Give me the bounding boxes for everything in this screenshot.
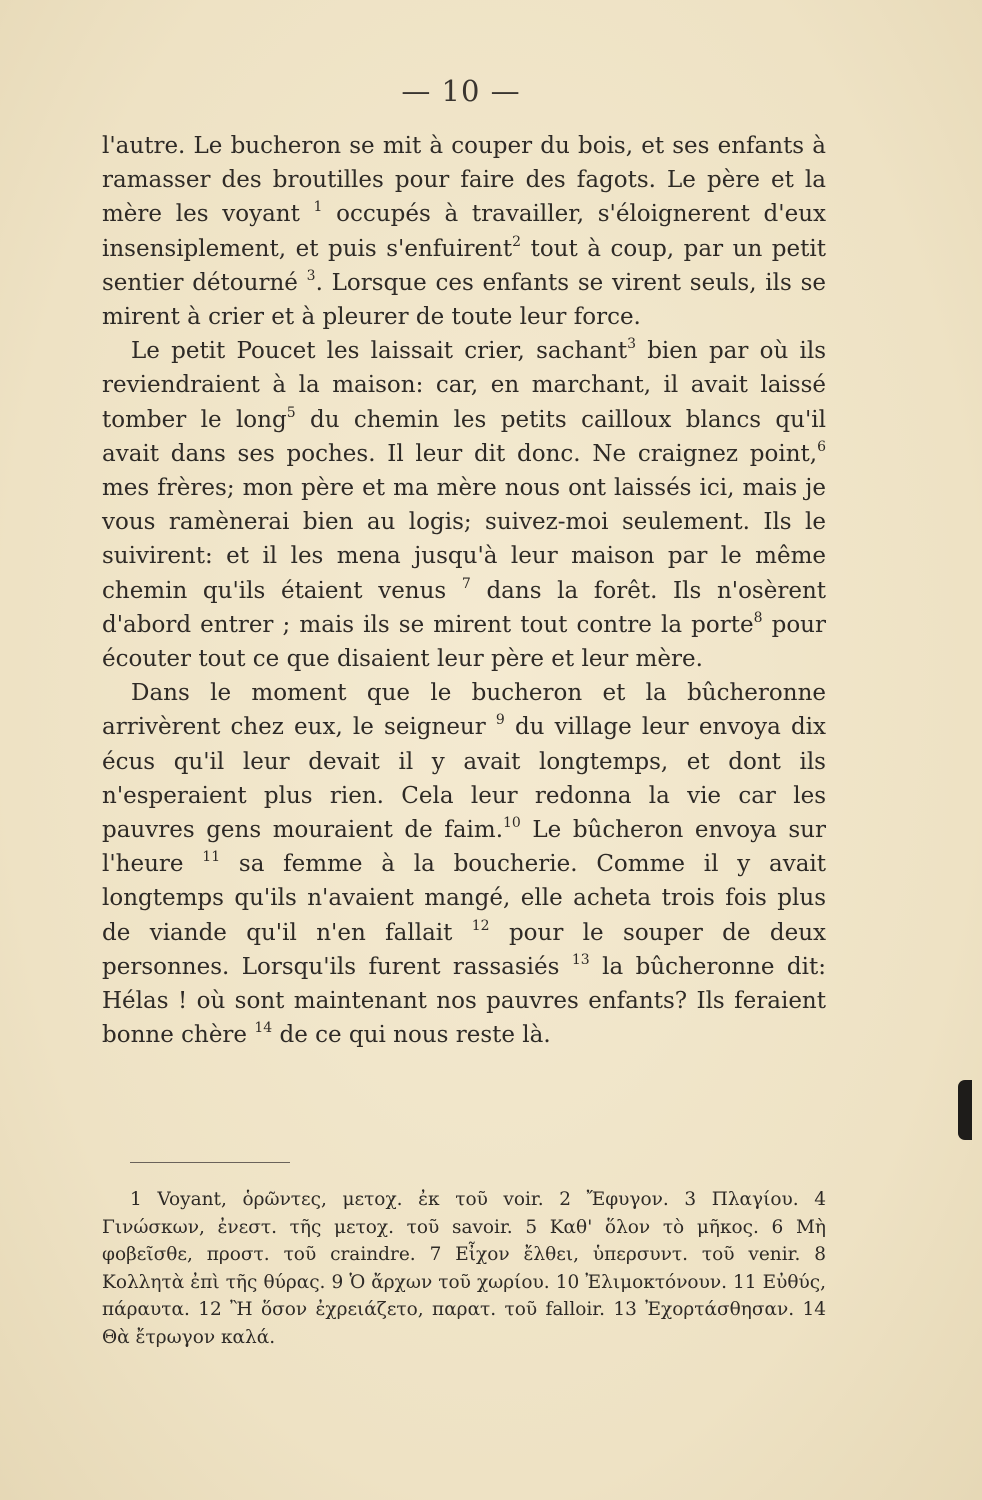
- paragraph-text: sa femme à la boucherie. Comme il y avait longtemps qu'ils n'avaient mangé, elle acheta trois fois plus de viande qu'il n'en fallait: [102, 851, 826, 946]
- paragraph-text: bien par où ils reviendraient à la maison: car, en marchant, il avait laissé tomber le long: [102, 338, 826, 433]
- footnotes: [102, 1186, 826, 1351]
- paragraph-text: tout à coup, par un petit sentier détourné: [102, 235, 826, 296]
- footnote-marker: 11: [202, 849, 221, 866]
- footnote-marker: 1: [313, 199, 323, 216]
- paragraph-text: pour écouter tout ce que disaient leur père et leur mère.: [102, 611, 826, 673]
- footnote-marker: 7: [461, 575, 471, 592]
- paragraph-text: Le petit Poucet les laissait crier, sachant: [131, 338, 628, 365]
- paragraph-text: l'autre. Le bucheron se mit à couper du bois, et ses enfants à ramasser des broutilles pour faire des fagots. Le père et la mère les voyant: [102, 133, 826, 228]
- paragraph-text: du village leur envoya dix écus qu'il leur devait il y avait longtemps, et dont ils n'esperaient plus rien. Cela leur redonna la vie car les pauvres gens mouraient de faim.: [102, 714, 826, 844]
- paragraph-text: mes frères; mon père et ma mère nous ont laissés ici, mais je vous ramènerai bien au logis; suivez-moi seulement. Ils le suivirent: et il les mena jusqu'à leur maison par le même chemin qu'ils étaient venus: [102, 475, 826, 604]
- footnote-divider: [130, 1162, 290, 1163]
- paragraph-text: la bûcheronne dit: Hélas ! où sont maintenant nos pauvres enfants? Ils feraient bonne chère: [102, 953, 826, 1049]
- paragraph: [102, 129, 826, 334]
- paragraph-text: Le bûcheron envoya sur l'heure: [102, 817, 826, 878]
- footnote-marker: 5: [286, 404, 296, 421]
- body-text: [102, 129, 826, 1052]
- page-number: — 10 —: [401, 74, 521, 108]
- footnote-marker: 6: [817, 438, 826, 455]
- footnote-marker: 13: [571, 951, 590, 968]
- footnote-text: 1 Voyant, ὁρῶντες, μετοχ. ἐκ τοῦ voir. 2 Ἔφυγον. 3 Πλαγίου. 4 Γινώσκων, ἐνεστ. τῆς μετοχ. τοῦ savoir. 5 Καθ' ὅλον τὸ μῆκος. 6 Μὴ φοβεῖσθε, προστ. τοῦ craindre. 7 Εἶχον ἔλθει, ὑπερσυντ. τοῦ venir. 8 Κολλητὰ ἐπὶ τῆς θύρας. 9 Ὁ ἄρχων τοῦ χωρίου. 10 Ἐλιμοκτόνουν. 11 Εὐθύς, πάραυτα. 12 Ἢ ὅσον ἐχρειάζετο, παρατ. τοῦ falloir. 13 Ἐχορτάσθησαν. 14 Θὰ ἔτρωγον καλά.: [102, 1189, 826, 1348]
- footnote-marker: 3: [627, 336, 636, 353]
- footnote-marker: 10: [503, 815, 521, 832]
- footnote-marker: 9: [495, 712, 505, 729]
- paragraph-text: Dans le moment que le bucheron et la bûcheronne arrivèrent chez eux, le seigneur: [102, 680, 826, 741]
- paragraph-text: de ce qui nous reste là.: [272, 1022, 551, 1049]
- paragraph: [102, 334, 826, 676]
- paragraph-text: du chemin les petits cailloux blancs qu'il avait dans ses poches. Il leur dit donc. Ne craignez point,: [102, 406, 826, 467]
- paragraph-text: pour le souper de deux personnes. Lorsqu'ils furent rassasiés: [102, 919, 826, 980]
- paragraph-text: . Lorsque ces enfants se virent seuls, ils se mirent à crier et à pleurer de toute leur force.: [102, 269, 826, 331]
- footnote-marker: 3: [306, 267, 316, 284]
- footnote-marker: 8: [753, 609, 763, 626]
- binding-tab: [958, 1080, 972, 1140]
- paragraph-text: dans la forêt. Ils n'osèrent d'abord entrer ; mais ils se mirent tout contre la porte: [102, 577, 827, 638]
- footnote-marker: 12: [471, 917, 490, 934]
- footnote-marker: 2: [512, 233, 522, 250]
- paragraph: [102, 676, 826, 1052]
- footnote-marker: 14: [254, 1020, 273, 1037]
- paragraph-text: occupés à travailler, s'éloignerent d'eux insensiplement, et puis s'enfuirent: [102, 201, 826, 262]
